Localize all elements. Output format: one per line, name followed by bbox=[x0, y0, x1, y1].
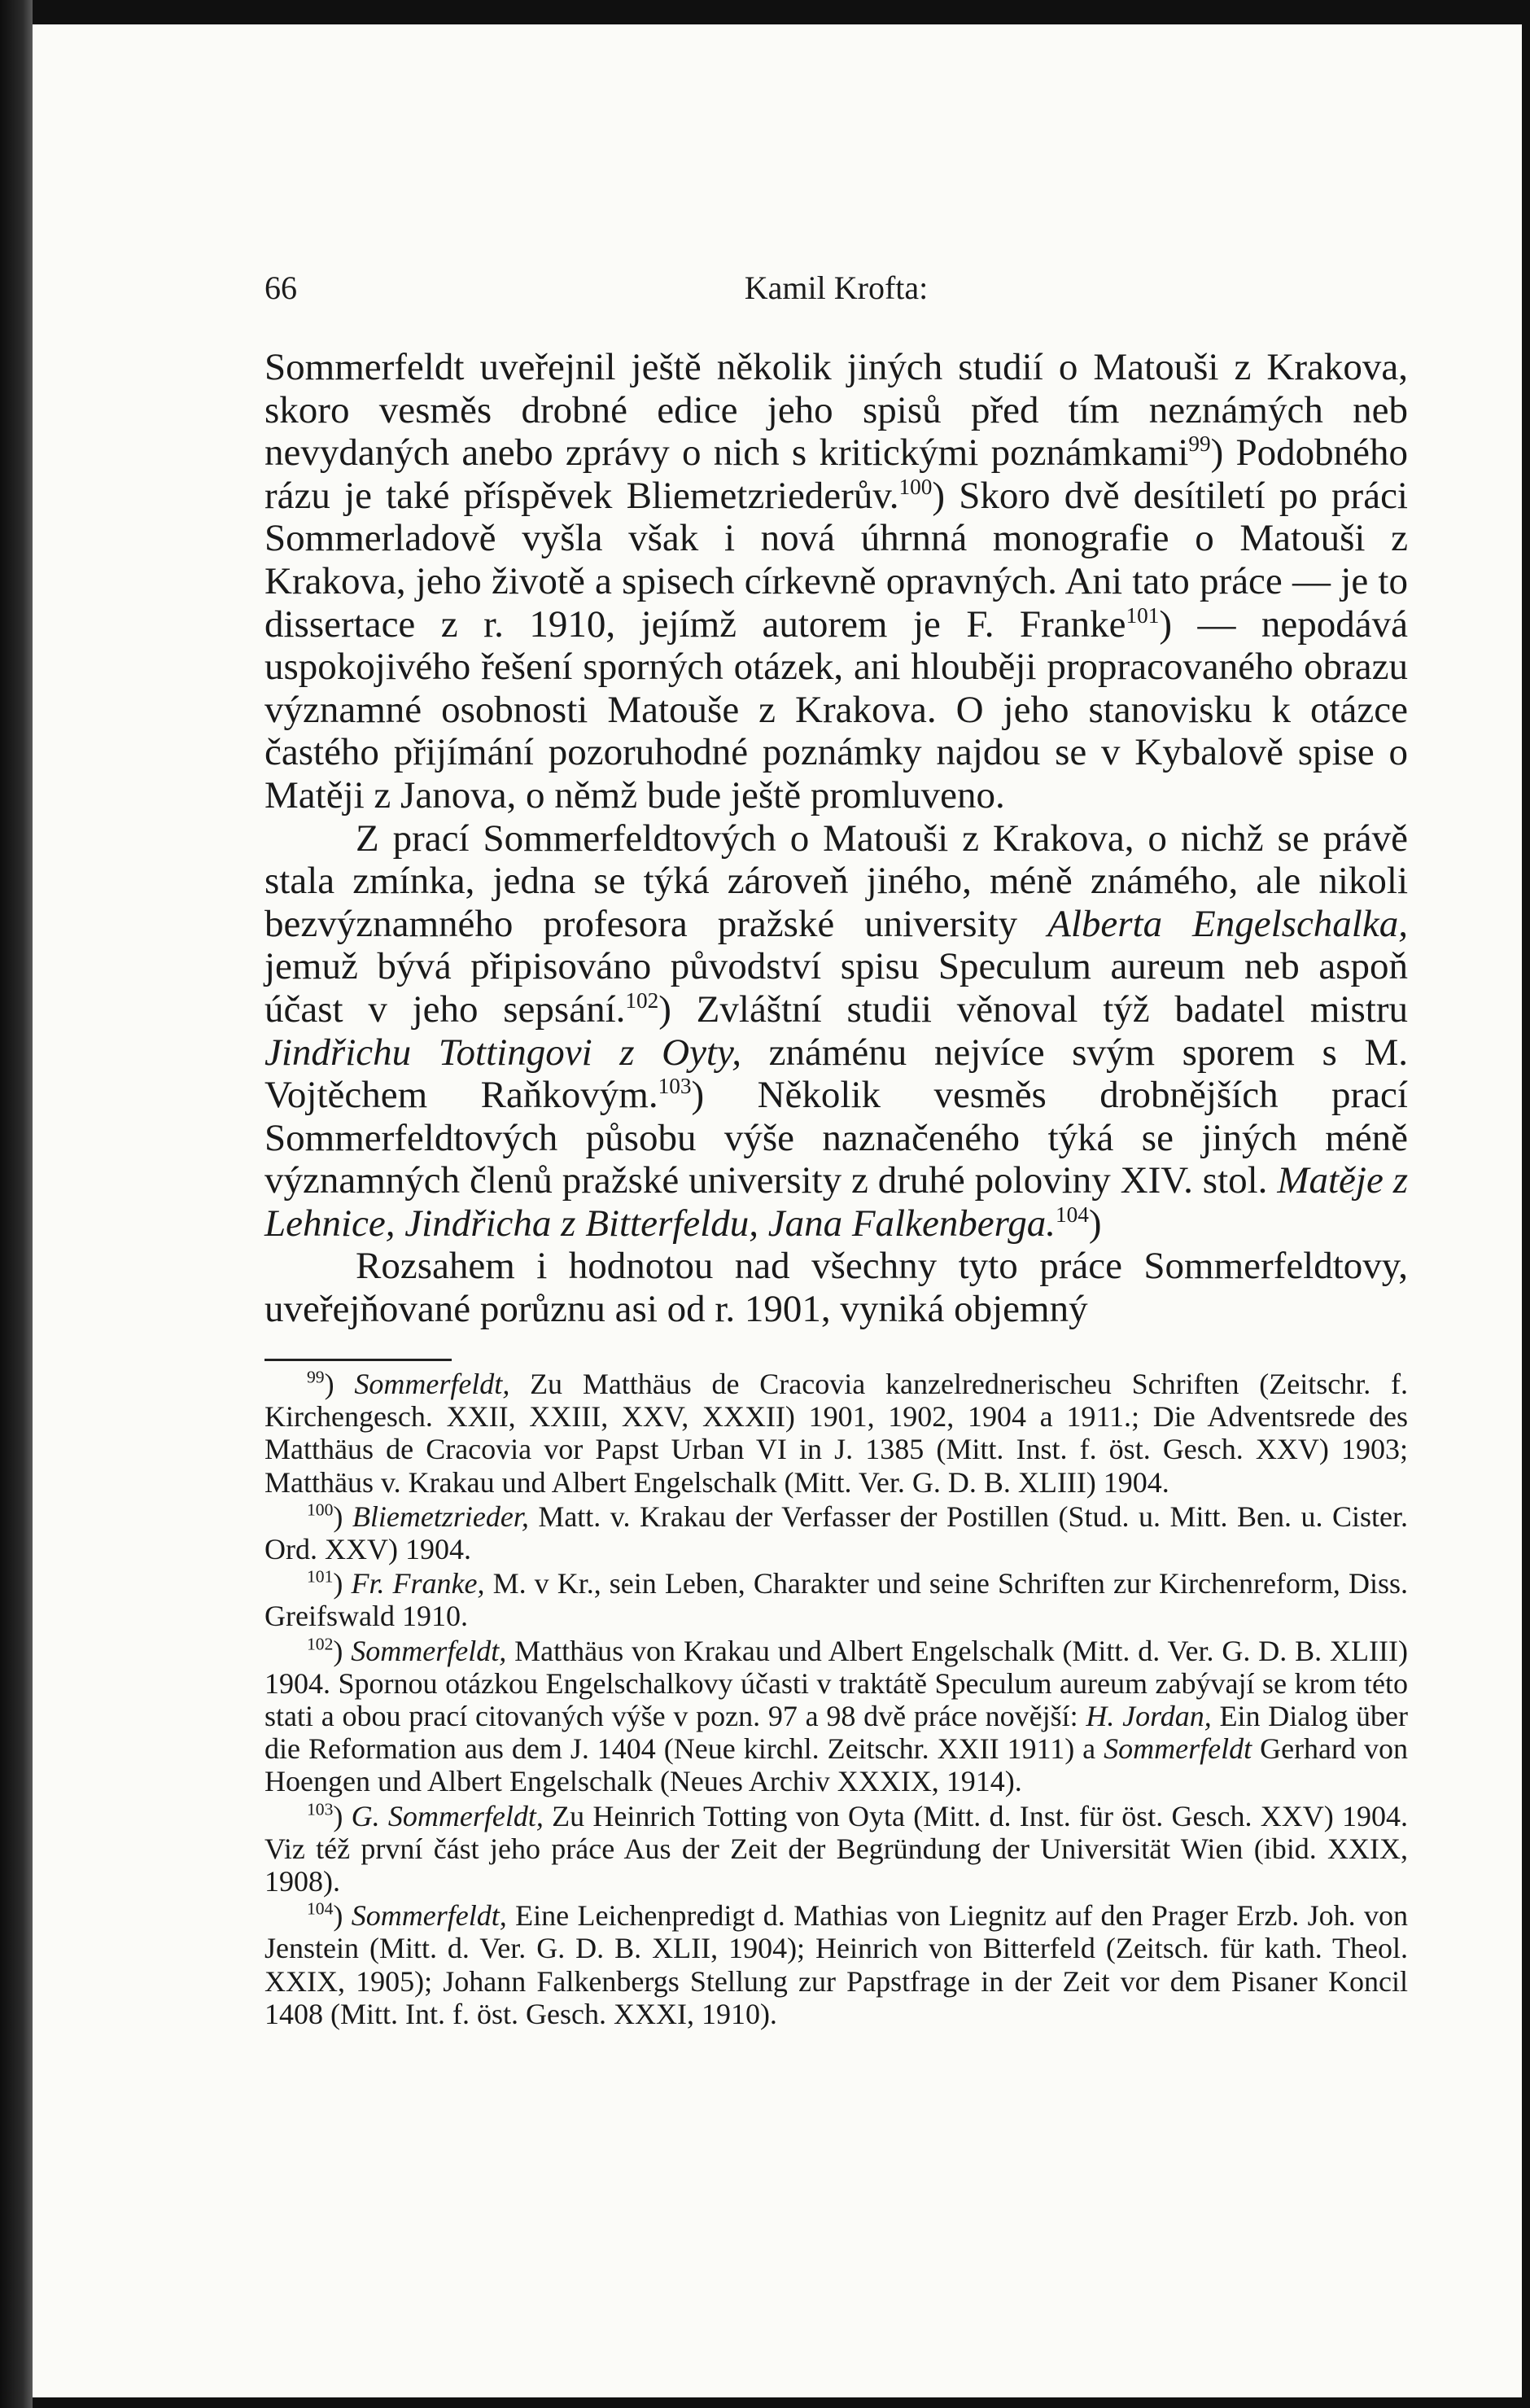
author-name: G. Sommerfeldt, bbox=[351, 1799, 544, 1832]
author-name: H. Jordan, bbox=[1086, 1700, 1212, 1733]
footnote-divider bbox=[264, 1359, 452, 1361]
text-run: M. v Kr., sein Leben, Charakter und seine Schriften zur Kirchenreform, Diss. Greifswald 1910. bbox=[264, 1567, 1408, 1633]
text-run: Zu Matthäus de Cracovia kanzelrednerischeu Schriften (Zeitschr. f. Kirchengesch. XXII, XXIII, XXV, XXXII) 1901, 1902, 1904 a 1911.; Die Adventsrede des Matthäus de Cracovia vor Papst Urban VI in J. 1385 (Mitt. Inst. f. öst. Gesch. XXV) 1903; Matthäus v. Krakau und Albert Engelschalk (Mitt. Ver. G. D. B. XLIII) 1904. bbox=[264, 1368, 1408, 1499]
running-title: Kamil Krofta: bbox=[744, 269, 929, 306]
paragraph-2 bbox=[264, 817, 1408, 1246]
italic-name: Matěje z Lehnice, Jindřicha z Bitterfeldu, Jana Falkenberga. bbox=[264, 1159, 1409, 1245]
text-run: Z prací Sommerfeldtových o Matouši z Krakova, o nichž se právě stala zmínka, jedna se týká zároveň jiného, méně známého, ale nikoli bezvýznamného profesora pražské university bbox=[264, 817, 1408, 945]
text-run: Eine Leichenpredigt d. Mathias von Liegnitz auf den Prager Erzb. Joh. von Jenstein (Mitt. d. Ver. G. D. B. XLII, 1904); Heinrich von Bitterfeld (Zeitsch. für kath. Theol. XXIX, 1905); Johann Falkenbergs Stellung zur Papstfrage in der Zeit vor dem Pisaner Koncil 1408 (Mitt. Int. f. öst. Gesch. XXXI, 1910). bbox=[264, 1899, 1408, 2030]
text-run: známénu nejvíce svým sporem s M. Vojtěchem Raňkovým. bbox=[264, 1031, 1408, 1117]
author-name: Bliemetzrieder, bbox=[352, 1500, 529, 1533]
text-run: ) Několik vesměs drobnějších prací Sommerfeldtových působu výše naznačeného týká se jiných méně významných členů pražské university z druhé poloviny XIV. stol. bbox=[264, 1074, 1408, 1202]
text-run: ) — nepodává uspokojivého řešení sporných otázek, ani hlouběji propracovaného obrazu významné osobnosti Matouše z Krakova. O jeho stanovisku k otázce častého přijímání pozoruhodné poznámky najdou se v Kybalově spise o Matěji z Janova, o němž bude ještě promluveno. bbox=[264, 602, 1408, 817]
text-run: Matthäus von Krakau und Albert Engelschalk (Mitt. d. Ver. G. D. B. XLIII) 1904. Spornou otázkou Engelschalkovy účasti v traktátě Speculum aureum zabývají se krom této stati a obou prací citovaných výše v pozn. 97 a 98 dvě práce novější: bbox=[264, 1634, 1408, 1733]
binding-edge bbox=[0, 0, 33, 2408]
footnote-number: 103 bbox=[307, 1799, 334, 1819]
footnote-ref-102: 102 bbox=[625, 988, 659, 1014]
text-run: ) bbox=[333, 1799, 352, 1832]
text-run: ) bbox=[333, 1500, 352, 1533]
text-run: ) Skoro dvě desítiletí po práci Sommerladově vyšla však i nová úhrnná monografie o Matouši z Krakova, jeho životě a spisech církevně opravných. Ani tato práce — je to dissertace z r. 1910, jejímž autorem je F. Franke bbox=[264, 474, 1408, 646]
footnote-102 bbox=[264, 1635, 1408, 1798]
text-run: ) bbox=[333, 1899, 352, 1933]
footnote-ref-103: 103 bbox=[658, 1074, 692, 1099]
author-name: Sommerfeldt bbox=[1104, 1732, 1252, 1766]
italic-name: Jindřichu Tottingovi z Oyty, bbox=[264, 1031, 742, 1074]
text-run: Rozsahem i hodnotou nad všechny tyto práce Sommerfeldtovy, uveřejňované porůznu asi od r. 1901, vyniká objemný bbox=[264, 1245, 1408, 1331]
text-run: Zu Heinrich Totting von Oyta (Mitt. d. Inst. für öst. Gesch. XXV) 1904. Viz též první část jeho práce Aus der Zeit der Begründung der Universität Wien (ibid. XXIX, 1908). bbox=[264, 1799, 1409, 1898]
footnote-104 bbox=[264, 1899, 1408, 2030]
author-name: Sommerfeldt, bbox=[351, 1634, 507, 1667]
footnote-100 bbox=[264, 1500, 1408, 1565]
footnote-ref-101: 101 bbox=[1126, 602, 1160, 628]
footnote-number: 99 bbox=[307, 1367, 325, 1387]
text-run: Matt. v. Krakau der Verfasser der Postillen (Stud. u. Mitt. Ben. u. Cister. Ord. XXV) 1904. bbox=[264, 1500, 1408, 1566]
text-run: ) Podobného rázu je také příspěvek Bliemetzriederův. bbox=[264, 431, 1408, 517]
page-number: 66 bbox=[264, 269, 297, 306]
footnote-101 bbox=[264, 1567, 1408, 1632]
text-run: ) bbox=[333, 1634, 352, 1667]
footnote-number: 104 bbox=[307, 1898, 334, 1919]
footnote-number: 101 bbox=[307, 1566, 334, 1587]
footnote-ref-100: 100 bbox=[898, 474, 933, 499]
footnote-ref-104: 104 bbox=[1055, 1202, 1089, 1227]
body-text bbox=[264, 346, 1408, 1331]
author-name: Sommerfeldt, bbox=[351, 1899, 507, 1933]
page-header bbox=[264, 269, 1408, 317]
text-run: ) bbox=[333, 1567, 352, 1600]
text-run: Gerhard von Hoengen und Albert Engelschalk (Neues Archiv XXXIX, 1914). bbox=[264, 1732, 1408, 1798]
italic-name: Alberta Engelschalka, bbox=[1047, 902, 1408, 945]
text-run: jemuž bývá připisováno původství spisu Speculum aureum neb aspoň účast v jeho sepsání. bbox=[264, 945, 1408, 1031]
footnotes bbox=[264, 1368, 1408, 2032]
author-name: Fr. Franke, bbox=[351, 1567, 485, 1600]
text-run: ) bbox=[1088, 1202, 1102, 1245]
text-run: ) Zvláštní studii věnoval týž badatel mistru bbox=[658, 987, 1408, 1031]
text-run: Ein Dialog über die Reformation aus dem J. 1404 (Neue kirchl. Zeitschr. XXII 1911) a bbox=[264, 1700, 1409, 1766]
text-run: Sommerfeldt uveřejnil ještě několik jiných studií o Matouši z Krakova, skoro vesměs drobné edice jeho spisů před tím neznámých neb nevydaných anebo zprávy o nich s kritickými poznámkami bbox=[264, 346, 1408, 475]
paragraph-3 bbox=[264, 1245, 1408, 1330]
text-run: ) bbox=[324, 1368, 355, 1400]
footnote-103 bbox=[264, 1800, 1408, 1898]
footnote-99 bbox=[264, 1368, 1408, 1499]
footnote-number: 102 bbox=[307, 1634, 334, 1654]
footnote-ref-99: 99 bbox=[1188, 431, 1211, 457]
footnote-number: 100 bbox=[307, 1500, 334, 1520]
author-name: Sommerfeldt, bbox=[354, 1368, 510, 1400]
paragraph-1 bbox=[264, 346, 1408, 817]
